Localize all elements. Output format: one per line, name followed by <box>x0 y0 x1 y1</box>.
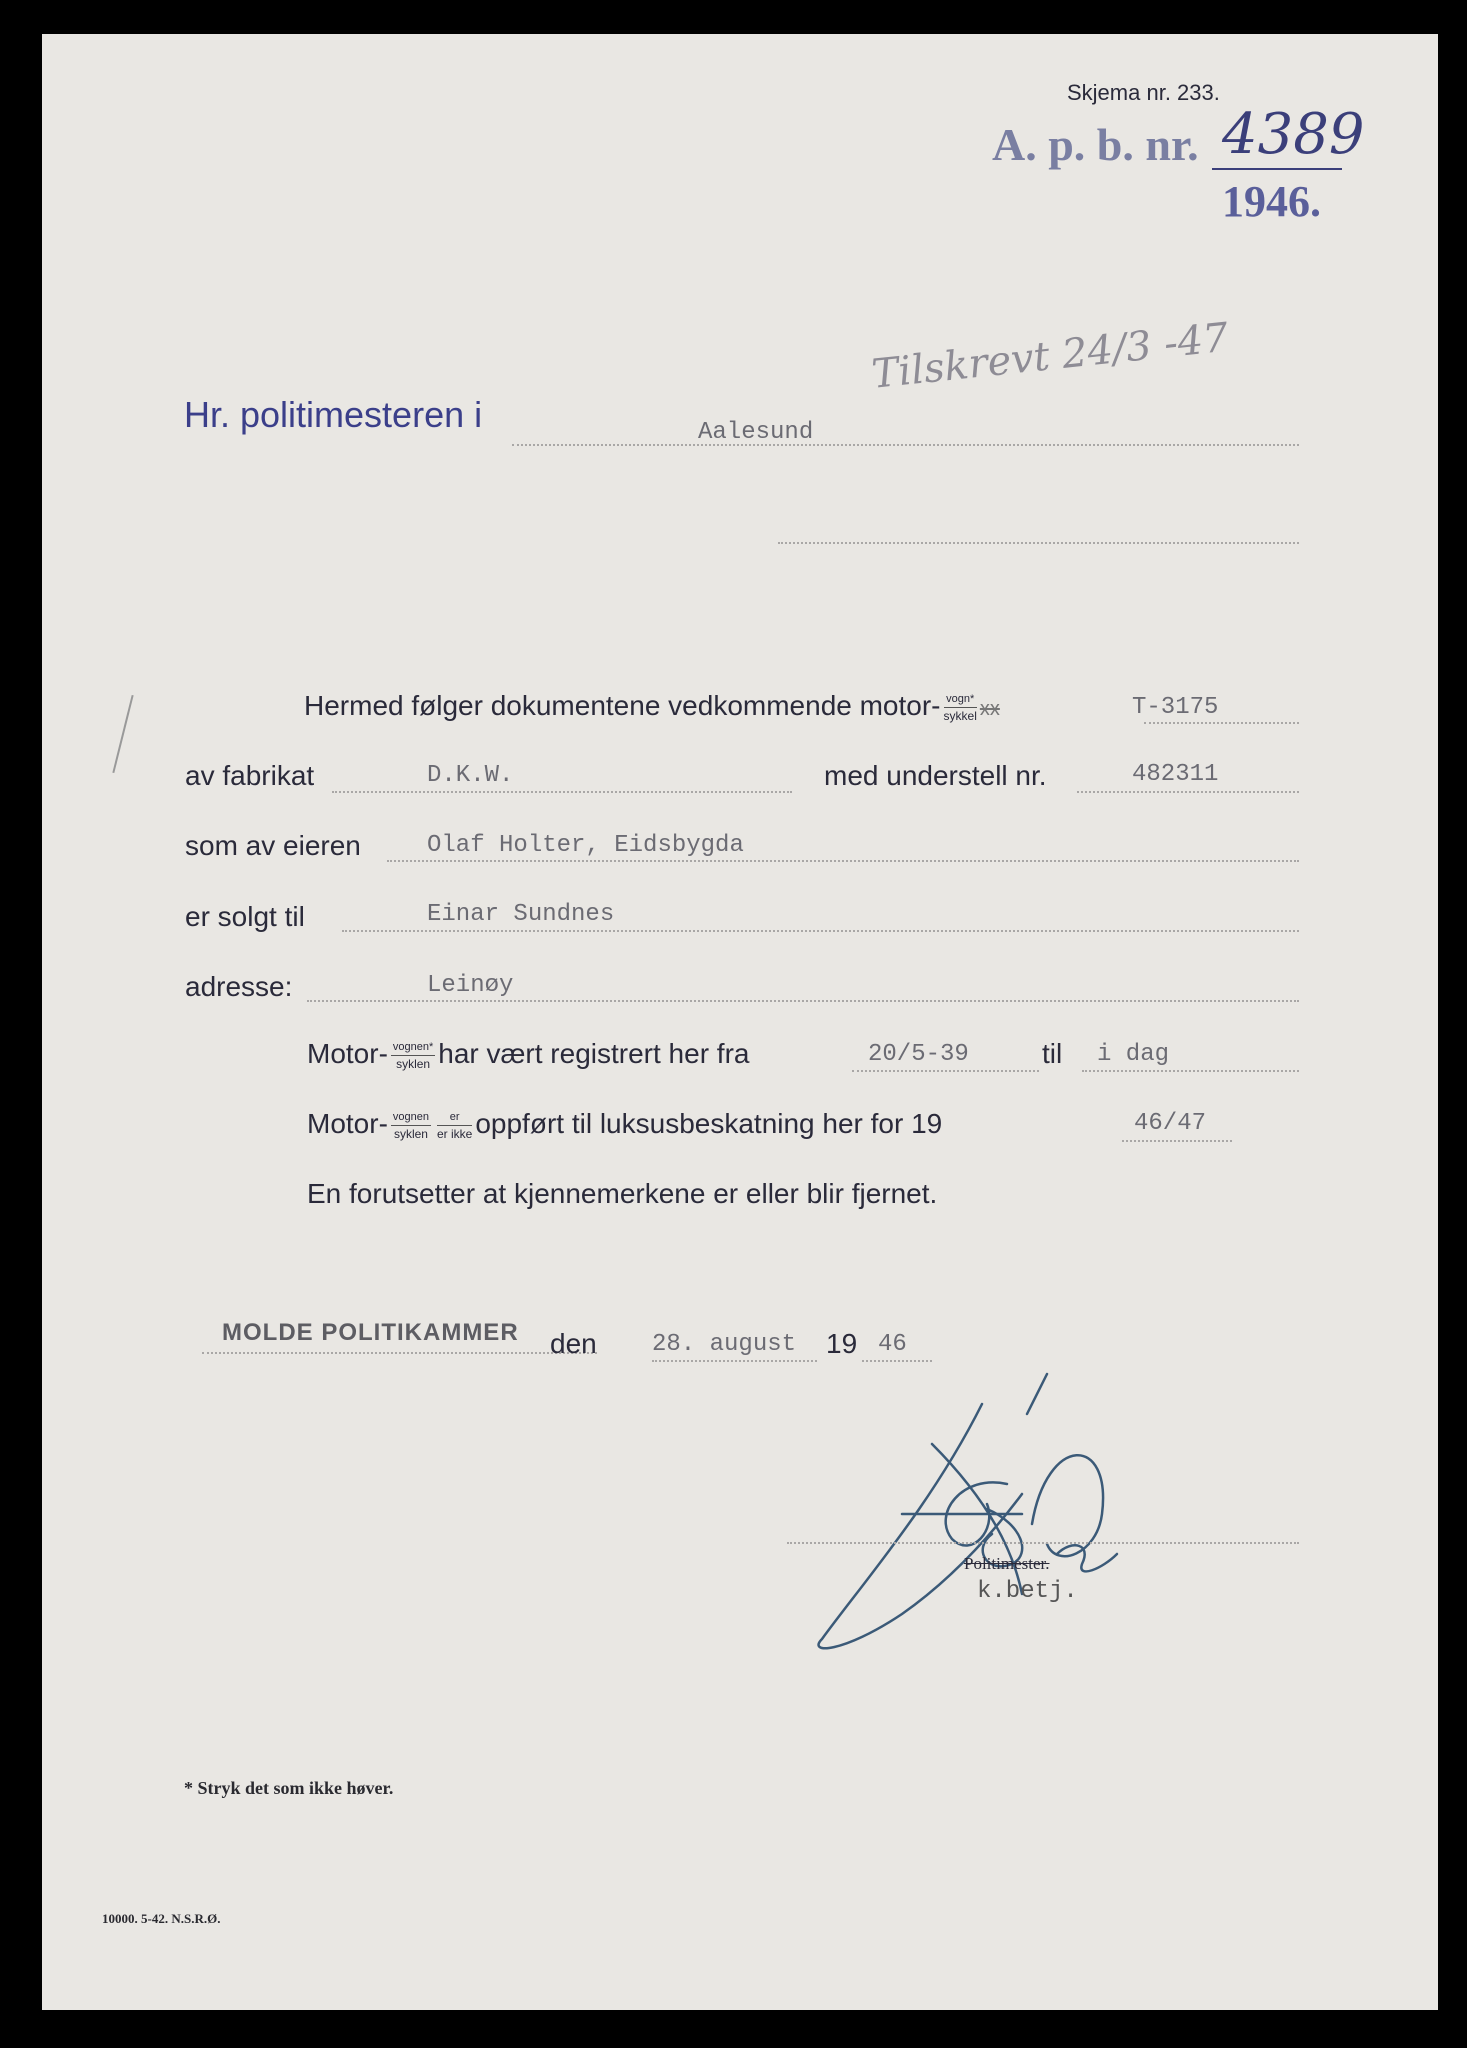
lux-year: 46/47 <box>1134 1110 1207 1137</box>
reg-number: T-3175 <box>1132 694 1219 721</box>
stamp-number-underline <box>1212 168 1342 170</box>
office-stamp: MOLDE POLITIKAMMER <box>222 1319 519 1346</box>
intro-row <box>304 690 1000 722</box>
lux-frac2-bottom: er ikke <box>437 1126 473 1141</box>
lux-frac1-top: vognen <box>391 1112 431 1126</box>
adresse-line <box>307 1000 1299 1002</box>
office-line <box>202 1352 597 1354</box>
den-label: den <box>550 1328 597 1359</box>
addressee-line <box>512 444 1299 446</box>
lux-fraction-1 <box>391 1112 431 1140</box>
lux-frac1-bottom: syklen <box>393 1126 428 1141</box>
understell-label: med understell nr. <box>824 760 1047 791</box>
signature <box>782 1354 1142 1664</box>
solgt-line <box>342 930 1299 932</box>
fabrikat-line <box>332 791 792 793</box>
document-page <box>42 34 1438 2010</box>
understell-line <box>1077 791 1299 793</box>
lux-prefix: Motor- <box>307 1108 388 1139</box>
footnote: * Stryk det som ikke høver. <box>184 1778 394 1798</box>
schema-label: Skjema nr. 233. <box>1067 80 1220 105</box>
solgt-value: Einar Sundnes <box>427 901 615 928</box>
lux-fraction-2 <box>437 1112 472 1140</box>
year-value: 46 <box>878 1331 907 1358</box>
reg-text: har vært registrert her fra <box>438 1038 750 1069</box>
reg-number-line <box>1144 722 1299 724</box>
apb-stamp-prefix: A. p. b. nr. <box>992 119 1199 170</box>
eier-value: Olaf Holter, Eidsbygda <box>427 832 744 859</box>
date-value: 28. august <box>652 1331 797 1358</box>
intro-frac-top: vogn* <box>944 694 977 708</box>
reg-til-line <box>1082 1070 1299 1072</box>
addressee-value: Aalesund <box>698 419 814 446</box>
printer-mark: 10000. 5-42. N.S.R.Ø. <box>102 1911 221 1926</box>
reg-from: 20/5-39 <box>868 1041 969 1068</box>
fabrikat-value: D.K.W. <box>427 762 514 789</box>
intro-struck: xx <box>979 698 1000 720</box>
reg-til-label: til <box>1042 1038 1063 1069</box>
lux-frac2-top: er <box>437 1112 472 1126</box>
apb-stamp-number: 4389 <box>1222 102 1365 167</box>
registered-row <box>307 1038 749 1070</box>
intro-frac-bottom: sykkel <box>943 708 977 723</box>
lux-year-line <box>1122 1140 1232 1142</box>
reg-fraction <box>391 1042 435 1070</box>
eier-label: som av eieren <box>185 830 361 861</box>
signature-line <box>787 1542 1299 1544</box>
handwritten-note: Tilskrevt 24/3 -47 <box>869 314 1231 398</box>
solgt-label: er solgt til <box>185 901 305 932</box>
reg-til: i dag <box>1097 1041 1170 1068</box>
reg-frac-top: vognen* <box>391 1042 435 1056</box>
closing-text: En forutsetter at kjennemerkene er eller blir fjernet. <box>307 1178 938 1209</box>
margin-mark <box>112 695 133 773</box>
kbetj-label: k.betj. <box>977 1578 1078 1605</box>
reg-prefix: Motor- <box>307 1038 388 1069</box>
fabrikat-label: av fabrikat <box>185 760 315 791</box>
understell-value: 482311 <box>1132 761 1219 788</box>
reg-frac-bottom: syklen <box>396 1056 431 1071</box>
lux-text: oppført til luksusbeskatning her for 19 <box>475 1108 943 1139</box>
politimester-label: Politimester. <box>964 1554 1050 1573</box>
adresse-value: Leinøy <box>427 972 514 999</box>
addressee-line-2 <box>778 542 1299 544</box>
eier-line <box>387 860 1299 862</box>
apb-stamp-year: 1946. <box>1222 177 1321 226</box>
luxury-row <box>307 1108 942 1140</box>
adresse-label: adresse: <box>185 971 293 1002</box>
addressee-label: Hr. politimesteren i <box>184 394 483 435</box>
reg-from-line <box>852 1070 1039 1072</box>
year-prefix: 19 <box>826 1328 858 1359</box>
intro-text: Hermed følger dokumentene vedkommende motor- <box>304 690 941 721</box>
intro-fraction <box>944 694 977 722</box>
